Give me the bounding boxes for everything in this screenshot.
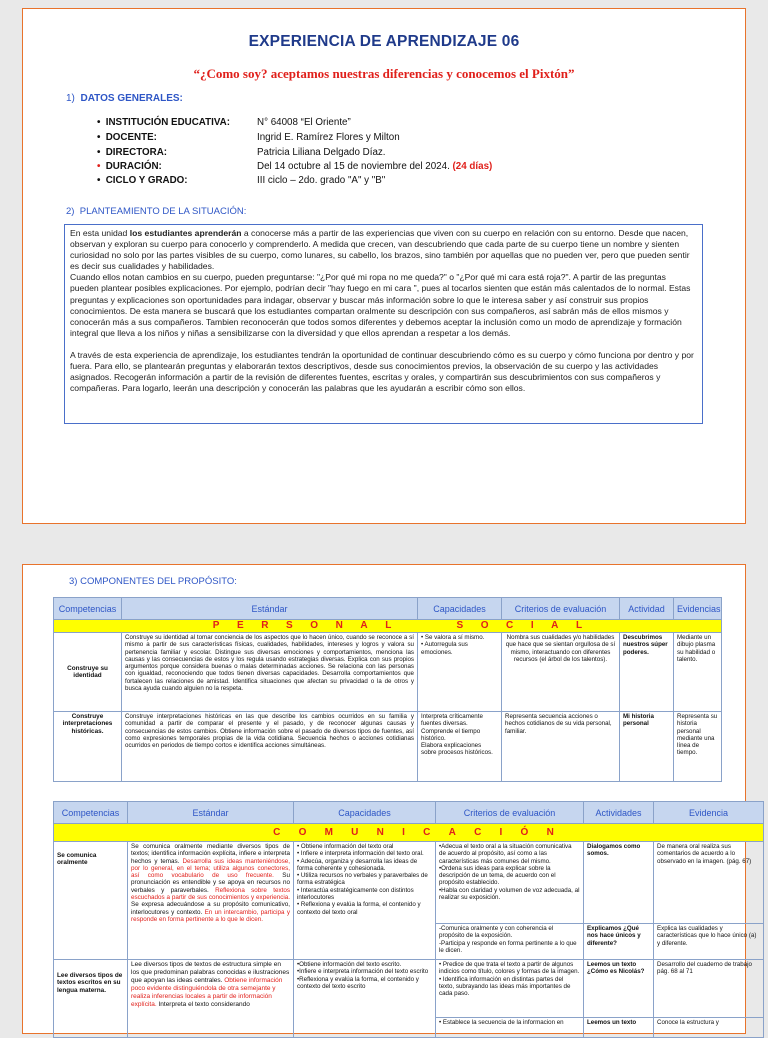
header-estandar: Estándar — [128, 802, 294, 824]
info-label: • CICLO Y GRADO: — [97, 175, 188, 186]
header-evidencia: Evidencia — [654, 802, 764, 824]
table-row — [54, 960, 764, 1018]
competencia-cell: Construye su identidad — [54, 633, 122, 712]
area-band-comunicacion: C O M U N I C A C I Ó N — [54, 824, 764, 842]
info-label: • DOCENTE: — [97, 132, 157, 143]
capacidades-cell: • Obtiene información del texto oral • Infiere e interpreta información del texto oral. • Adecúa, organiza y desarrolla las ideas de forma coherente y cohesionada. • Utiliza recursos no verbales y paraverbales de forma estratégica • Interactúa estratégicamente con distintos interlocutores • Reflexiona y evalúa la forma, el contenido y contexto del texto oral — [294, 842, 436, 960]
area-band-row — [54, 620, 722, 633]
info-value: Ingrid E. Ramírez Flores y Milton — [257, 132, 400, 143]
table-row — [54, 842, 764, 924]
criterios-cell: •Adecua el texto oral a la situación comunicativa de acuerdo al propósito, así como a las características más comunes del mismo. •Ordena sus ideas para explicar sobre la descripción de un tema, de acuerdo con el propósito establecido. •Habla con claridad y volumen de voz adecuada, al realizar su exposición. — [436, 842, 584, 924]
estandar-cell: Construye interpretaciones históricas en las que describe los cambios ocurridos en su familia y comunidad a partir de comparar el presente y el pasado, y de reconocer algunas causas y consecuencias de estos cambios. Obtiene información sobre el pasado de diversos tipos de fuentes, así como expresiones temporales propias de la vida cotidiana. Secuencia hechos o acciones cotidianas ocurridos en periodos de tiempo cortos e identifica acciones simultáneas. — [122, 712, 418, 782]
situation-paragraph-1: En esta unidad los estudiantes aprenderán a conocerse más a partir de las experiencias que viven con su cuerpo en relación con su entorno. Desde que nacen, observan y exploran su cuerpo para conocerlo y comprenderlo. A medida que crecen, van descubriendo que cada parte de su cuerpo tiene un nombre y sienten curiosidad no solo por las partes visibles de su cuerpo, como lunares, su cabello, los brazos, sino también por aquellas que no pueden ver, pero que pueden sentir es decir sus cualidades y habilidades. — [70, 228, 690, 272]
estandar-cell: Construye su identidad al tomar conciencia de los aspectos que lo hacen único, cuando se reconoce a sí mismo a partir de sus características físicas, cualidades, habilidades, intereses y logros y valora su pertenencia familiar y escolar. Distingue sus diversas emociones y comportamientos, menciona las causas y las consecuencias de estos y los regula usando estrategias diversas. Explica con sus propios argumentos porque considera buenas o malas determinadas acciones. Se relaciona con las personas con igualdad, reconociendo que todos tienen diversas capacidades. Desarrolla comportamientos que fortalecen las relaciones de amistad. Identifica situaciones que afectan su privacidad o la de otros y busca ayuda cuando alguien no la respeta. — [122, 633, 418, 712]
actividad-cell: Descubrimos nuestros súper poderes. — [620, 633, 674, 712]
situation-paragraph-2: Cuando ellos notan cambios en su cuerpo, pueden preguntarse: "¿Por qué mi ropa no me queda?" o "¿Por qué mi cara está roja?". A partir de las preguntas pueden plantear posibles explicaciones. Por ejemplo, podrían decir "hay fuego en mi cara ", pues al tocarlos sienten que están más calentados de lo normal. Estas preguntas y explicaciones son oportunidades para indagar, observar y buscar más información sobre lo que le interesa saber y así construir sus propios conocimientos. De esta manera se buscará que los estudiantes compartan oralmente su descripción con sus compañeros, así sabrán más de ellos mismos y conocerán más a sus compañeros. Tambien reconocerán que todos somos diferentes y debemos aceptar la inclusión como un modo de aprendizaje y formación integral que lleva a los niños y niñas a sensibilizarse con la diversidad y que ellos aprendan a respetar a los demás. — [70, 272, 691, 338]
section-1-title: DATOS GENERALES: — [80, 93, 183, 104]
evidencia-cell: De manera oral realiza sus comentarios de acuerdo a lo observado en la imagen. (pág. 67) — [654, 842, 764, 924]
header-actividades: Actividades — [584, 802, 654, 824]
actividad-cell: Leemos un texto ¿Cómo es Nicolás? — [584, 960, 654, 1018]
criterios-cell: -Comunica oralmente y con coherencia el propósito de la exposición. -Participa y responde en forma pertinente a lo que le dicen. — [436, 924, 584, 960]
info-value: III ciclo – 2do. grado "A" y "B" — [257, 175, 386, 186]
section-2-number: 2) — [66, 206, 75, 217]
competencia-cell: Lee diversos tipos de textos escritos en su lengua materna. — [54, 960, 128, 1038]
header-evidencias: Evidencias — [674, 598, 722, 620]
estandar-cell: Se comunica oralmente mediante diversos tipos de textos; identifica información explícita, infiere e interpreta hechos y temas. Desarrolla sus ideas manteniéndose, por lo general, en el tema; utiliza algunos conectores, así como vocabulario de uso frecuente. Su pronunciación es entendible y se apoya en recursos no verbales y paraverbales. Reflexiona sobre textos escuchados a partir de sus conocimientos y experiencia. Se expresa adecuándose a su propósito comunicativo, interlocutores y contexto. En un intercambio, participa y responde en forma pertinente a lo que le dicen. — [128, 842, 294, 960]
page-subtitle: “¿Como soy? aceptamos nuestras diferencias y conocemos el Pixtón” — [193, 66, 575, 81]
situation-box — [64, 224, 703, 424]
table-header-row — [54, 802, 764, 824]
competencia-cell: Construye interpretaciones históricas. — [54, 712, 122, 782]
section-3-title: 3) COMPONENTES DEL PROPÓSITO: — [69, 576, 237, 587]
info-label: • DIRECTORA: — [97, 147, 168, 158]
section-1-number: 1) — [66, 93, 75, 104]
actividad-cell: Leemos un texto — [584, 1018, 654, 1038]
section-2-heading — [66, 206, 246, 217]
evidencia-cell: Mediante un dibujo plasma su habilidad o talento. — [674, 633, 722, 712]
area-band-personal-social: P E R S O N A L S O C I A L — [54, 620, 722, 633]
duration-days: (24 días) — [452, 161, 493, 172]
personal-social-table — [53, 597, 722, 782]
area-band-row — [54, 824, 764, 842]
section-2-title: PLANTEAMIENTO DE LA SITUACIÓN: — [79, 206, 247, 217]
actividad-cell: Mi historia personal — [620, 712, 674, 782]
section-1-heading — [66, 93, 183, 104]
criterios-cell: • Predice de que trata el texto a partir de algunos indicios como título, colores y formas de la imagen. • Identifica información en distintas partes del texto, subrayando las ideas más importantes de cada paso. — [436, 960, 584, 1018]
header-criterios: Criterios de evaluación — [436, 802, 584, 824]
document-page-1 — [22, 8, 746, 524]
info-label: • DURACIÓN: — [97, 161, 162, 172]
criterios-cell: • Establece la secuencia de la informacion en — [436, 1018, 584, 1038]
header-competencias: Competencias — [54, 802, 128, 824]
situation-paragraph-3: A través de esta experiencia de aprendizaje, los estudiantes tendrán la oportunidad de continuar descubriendo cómo es su cuerpo y cómo funciona por dentro y por fuera. Para ello, se plantearán preguntas y elaborarán textos descriptivos, desde sus conocimientos previos, la observación de su cuerpo y las actividades asignados. Recogerán información a partir de la revisión de diferentes fuentes, escritas y orales, y compartirán sus descubrimientos con sus compañeros y compañeras. Para logarlo, leerán una descripción y conocerán las palabras que les ayudarán a escribir cómo son ellos. — [70, 349, 694, 394]
actividad-cell: Explicamos ¿Qué nos hace únicos y diferente? — [584, 924, 654, 960]
capacidades-cell: Interpreta críticamente fuentes diversas. Comprende el tiempo histórico. Elabora explicaciones sobre procesos históricos. — [418, 712, 502, 782]
competencia-cell: Se comunica oralmente — [54, 842, 128, 960]
table-row — [54, 633, 722, 712]
document-page-2 — [22, 564, 757, 1034]
info-value: Del 14 octubre al 15 de noviembre del 2024. (24 días) — [257, 161, 493, 172]
table-row — [54, 712, 722, 782]
capacidades-cell: • Se valora a sí mismo. • Autorregula sus emociones. — [418, 633, 502, 712]
comunicacion-table — [53, 801, 764, 1038]
estandar-cell: Lee diversos tipos de textos de estructura simple en los que predominan palabras conocidas e ilustraciones que apoyan las ideas centrales. Obtiene información poco evidente distinguiéndola de otra semejante y realiza inferencias locales a partir de información explícita. Interpreta el texto considerando — [128, 960, 294, 1038]
capacidades-cell: •Obtiene información del texto escrito. •Infiere e interpreta información del texto escrito •Reflexiona y evalúa la forma, el contenido y contexto del texto escrito — [294, 960, 436, 1038]
info-value: Patricia Liliana Delgado Díaz. — [257, 147, 386, 158]
info-label: • INSTITUCIÓN EDUCATIVA: — [97, 117, 231, 128]
header-capacidades: Capacidades — [294, 802, 436, 824]
page-title: EXPERIENCIA DE APRENDIZAJE 06 — [248, 33, 520, 50]
evidencia-cell: Explica las cualidades y características que lo hace único (a) y diferente. — [654, 924, 764, 960]
header-criterios: Criterios de evaluación — [502, 598, 620, 620]
criterios-cell: Representa secuencia acciones o hechos cotidianos de su vida personal, familiar. — [502, 712, 620, 782]
header-capacidades: Capacidades — [418, 598, 502, 620]
info-value: N° 64008 “El Oriente” — [257, 117, 351, 128]
evidencia-cell: Desarrollo del cuaderno de trabajo pág. 68 al 71 — [654, 960, 764, 1018]
table-header-row — [54, 598, 722, 620]
criterios-cell: Nombra sus cualidades y/o habilidades que hace que se sientan orgullosa de sí mismo, interactuando con diferentes recursos (el árbol de los talentos). — [502, 633, 620, 712]
header-actividad: Actividad — [620, 598, 674, 620]
actividad-cell: Dialogamos como somos. — [584, 842, 654, 924]
header-competencias: Competencias — [54, 598, 122, 620]
evidencia-cell: Conoce la estructura y — [654, 1018, 764, 1038]
header-estandar: Estándar — [122, 598, 418, 620]
evidencia-cell: Representa su historia personal mediante una línea de tiempo. — [674, 712, 722, 782]
